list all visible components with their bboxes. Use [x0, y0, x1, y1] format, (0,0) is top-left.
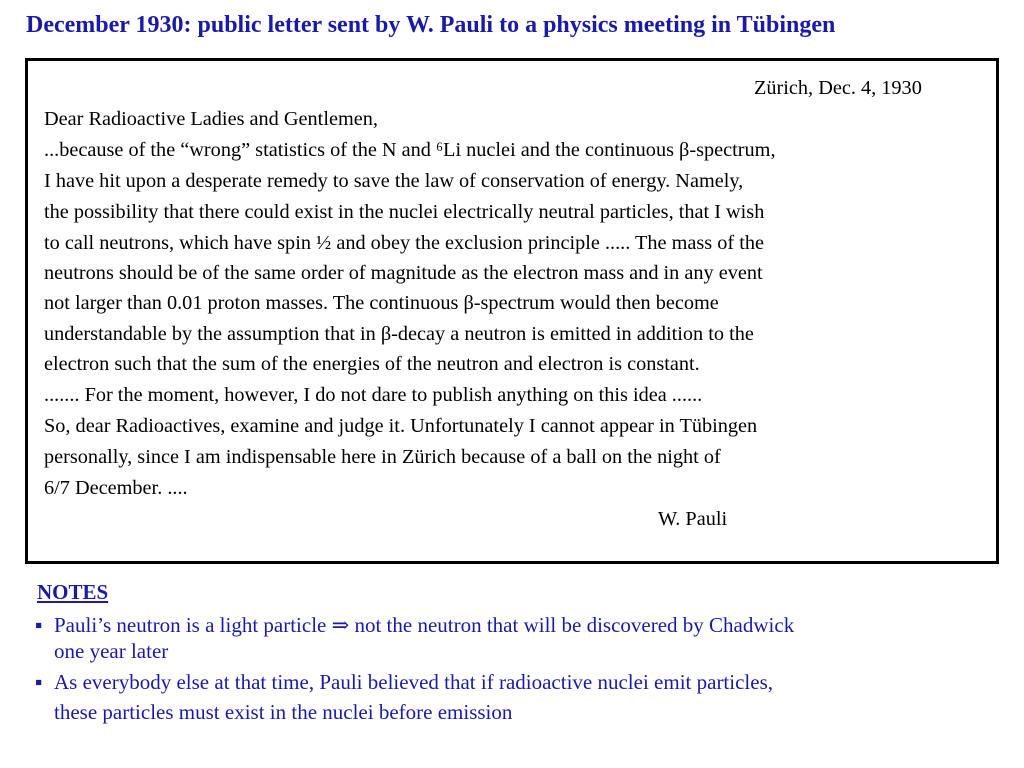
- letter-signature: W. Pauli: [658, 508, 728, 530]
- letter-line: Dear Radioactive Ladies and Gentlemen,: [44, 108, 378, 130]
- letter-line: So, dear Radioactives, examine and judge it. Unfortunately I cannot appear in Tübingen: [44, 415, 758, 437]
- notes-heading: NOTES: [37, 580, 109, 604]
- letter-line: personally, since I am indispensable here in Zürich because of a ball on the night of: [44, 446, 721, 468]
- letter-line: neutrons should be of the same order of magnitude as the electron mass and in any event: [44, 262, 763, 284]
- letter-line: ...because of the “wrong” statistics of the N and ⁶Li nuclei and the continuous β-spectrum,: [44, 139, 776, 161]
- letter-line: I have hit upon a desperate remedy to save the law of conservation of energy. Namely,: [44, 170, 744, 192]
- letter-line: 6/7 December. ....: [44, 477, 188, 499]
- letter-line: not larger than 0.01 proton masses. The continuous β-spectrum would then become: [44, 292, 719, 314]
- letter-line: understandable by the assumption that in β-decay a neutron is emitted in addition to the: [44, 323, 754, 345]
- letter-line: ....... For the moment, however, I do not dare to publish anything on this idea ......: [44, 384, 703, 406]
- note-item-2-line-1: As everybody else at that time, Pauli believed that if radioactive nuclei emit particles,: [54, 670, 774, 694]
- letter-line: electron such that the sum of the energies of the neutron and electron is constant.: [44, 353, 700, 375]
- letter-line: to call neutrons, which have spin ½ and obey the exclusion principle ..... The mass of the: [44, 232, 765, 254]
- note-bullet: ▪: [35, 670, 43, 694]
- letter-line: the possibility that there could exist in the nuclei electrically neutral particles, that I wish: [44, 201, 765, 223]
- letter-box: [25, 58, 999, 564]
- letter-dateline: Zürich, Dec. 4, 1930: [754, 77, 922, 99]
- note-item-2-line-2: these particles must exist in the nuclei before emission: [54, 700, 513, 724]
- page-title: December 1930: public letter sent by W. Pauli to a physics meeting in Tübingen: [26, 12, 836, 38]
- note-item-1-line-2: one year later: [54, 639, 169, 663]
- note-item-1-line-1: Pauli’s neutron is a light particle ⇒ not the neutron that will be discovered by Chadwick: [54, 613, 795, 637]
- note-bullet: ▪: [35, 613, 43, 637]
